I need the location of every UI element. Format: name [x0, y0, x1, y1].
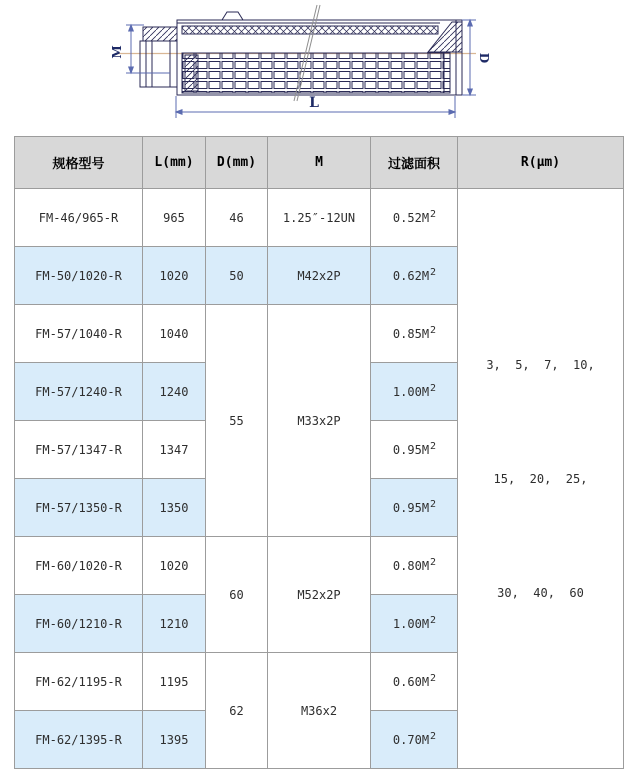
area-value: 0.95M: [392, 500, 430, 515]
diameter-cell: 50: [206, 247, 268, 305]
model-cell: FM-50/1020-R: [15, 247, 143, 305]
area-value: 0.52M: [392, 210, 430, 225]
left-fitting: [140, 27, 177, 87]
area-cell: [371, 595, 458, 653]
area-cell: [371, 305, 458, 363]
area-cell: [371, 247, 458, 305]
header-model: 规格型号: [15, 137, 143, 189]
model-cell: FM-62/1395-R: [15, 711, 143, 769]
area-value: 1.00M: [392, 384, 430, 399]
thread-cell-merged: M52x2P: [268, 537, 371, 653]
model-cell: FM-57/1240-R: [15, 363, 143, 421]
header-row: [15, 137, 624, 189]
length-cell: 1195: [143, 653, 206, 711]
area-superscript: 2: [430, 556, 437, 568]
area-value: 0.70M: [392, 732, 430, 747]
area-superscript: 2: [430, 440, 437, 452]
area-value: 0.95M: [392, 442, 430, 457]
area-value: 0.85M: [392, 326, 430, 341]
header-thread: M: [268, 137, 371, 189]
length-cell: 1347: [143, 421, 206, 479]
area-cell: [371, 537, 458, 595]
table-row: [15, 189, 624, 247]
area-value: 0.60M: [392, 674, 430, 689]
model-cell: FM-57/1347-R: [15, 421, 143, 479]
area-cell: [371, 653, 458, 711]
area-superscript: 2: [430, 324, 437, 336]
filter-technical-drawing: [0, 0, 634, 134]
model-cell: FM-62/1195-R: [15, 653, 143, 711]
area-value: 1.00M: [392, 616, 430, 631]
thread-cell-merged: M36x2: [268, 653, 371, 769]
area-cell: [371, 421, 458, 479]
spec-table: [14, 136, 624, 769]
model-cell: FM-57/1350-R: [15, 479, 143, 537]
area-superscript: 2: [430, 498, 437, 510]
micron-line: 3, 5, 7, 10,: [486, 357, 595, 372]
thread-cell: 1.25″-12UN: [268, 189, 371, 247]
area-superscript: 2: [430, 382, 437, 394]
area-value: 0.80M: [392, 558, 430, 573]
micron-line: 30, 40, 60: [497, 585, 584, 600]
area-cell: [371, 479, 458, 537]
diameter-cell-merged: 60: [206, 537, 268, 653]
area-superscript: 2: [430, 266, 437, 278]
header-diameter: D(mm): [206, 137, 268, 189]
area-superscript: 2: [430, 614, 437, 626]
diameter-cell-merged: 62: [206, 653, 268, 769]
length-cell: 1240: [143, 363, 206, 421]
header-micron-rating: R(μm): [458, 137, 624, 189]
header-filter-area: 过滤面积: [371, 137, 458, 189]
length-cell: 1210: [143, 595, 206, 653]
area-value: 0.62M: [392, 268, 430, 283]
micron-rating-cell: [458, 189, 624, 769]
area-superscript: 2: [430, 672, 437, 684]
dimension-label-d: D: [477, 52, 491, 64]
dimension-label-m: M: [110, 45, 124, 59]
area-cell: [371, 363, 458, 421]
length-cell: 1040: [143, 305, 206, 363]
micron-line: 15, 20, 25,: [493, 471, 588, 486]
filter-drawing-svg: [0, 0, 634, 134]
model-cell: FM-57/1040-R: [15, 305, 143, 363]
length-cell: 965: [143, 189, 206, 247]
dimension-label-l: L: [309, 95, 319, 111]
header-length: L(mm): [143, 137, 206, 189]
diameter-cell: 46: [206, 189, 268, 247]
model-cell: FM-46/965-R: [15, 189, 143, 247]
area-cell: [371, 189, 458, 247]
length-cell: 1020: [143, 247, 206, 305]
model-cell: FM-60/1020-R: [15, 537, 143, 595]
area-superscript: 2: [430, 208, 437, 220]
length-cell: 1395: [143, 711, 206, 769]
filter-body: [177, 12, 462, 95]
thread-cell-merged: M33x2P: [268, 305, 371, 537]
length-cell: 1350: [143, 479, 206, 537]
dimension-d: [462, 20, 476, 95]
model-cell: FM-60/1210-R: [15, 595, 143, 653]
length-cell: 1020: [143, 537, 206, 595]
diameter-cell-merged: 55: [206, 305, 268, 537]
area-cell: [371, 711, 458, 769]
area-superscript: 2: [430, 730, 437, 742]
thread-cell: M42x2P: [268, 247, 371, 305]
